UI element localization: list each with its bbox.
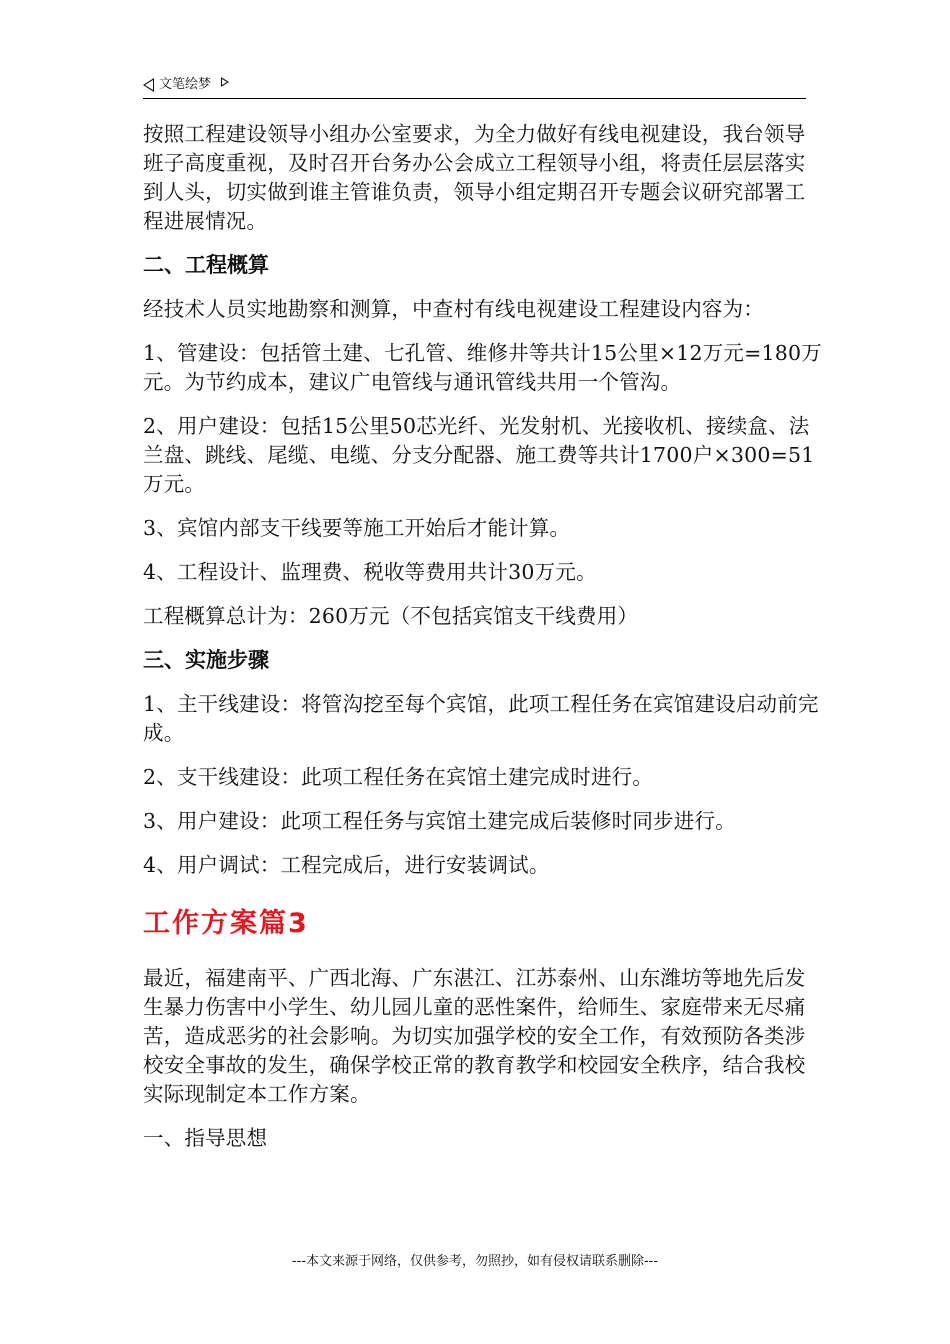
triangle-left-icon bbox=[143, 78, 154, 92]
triangle-right-icon bbox=[221, 77, 229, 87]
section-heading: 一、指导思想 bbox=[143, 1126, 268, 1150]
document-title: 工作方案篇3 bbox=[143, 908, 309, 939]
paragraph: 最近，福建南平、广西北海、广东湛江、江苏泰州、山东潍坊等地先后发生暴力伤害中小学生、幼儿园儿童的恶性案件，给师生、家庭带来无尽痛苦，造成恶劣的社会影响。为切实加强学校的安全工作，有效预防各类涉校安全事故的发生，确保学校正常的教育教学和校园安全秩序，结合我校实际现制定本工作方案。 bbox=[143, 966, 806, 1106]
header-brand bbox=[143, 76, 229, 94]
list-item: 4、工程设计、监理费、税收等费用共计30万元。 bbox=[143, 560, 597, 584]
list-item: 2、支干线建设：此项工程任务在宾馆土建完成时进行。 bbox=[143, 765, 654, 789]
paragraph: 经技术人员实地勘察和测算，中查村有线电视建设工程建设内容为： bbox=[143, 297, 764, 321]
header-brand-text: 文笔绘梦 bbox=[159, 77, 212, 92]
list-item: 4、用户调试：工程完成后，进行安装调试。 bbox=[143, 853, 550, 877]
list-item: 3、用户建设：此项工程任务与宾馆土建完成后装修时同步进行。 bbox=[143, 809, 736, 833]
list-item: 2、用户建设：包括15公里50芯光纤、光发射机、光接收机、接续盒、法兰盘、跳线、尾缆、电缆、分支分配器、施工费等共计1700户×300=51万元。 bbox=[143, 414, 815, 496]
list-item: 3、宾馆内部支干线要等施工开始后才能计算。 bbox=[143, 516, 571, 540]
page-header bbox=[143, 76, 806, 99]
paragraph: 工程概算总计为：260万元（不包括宾馆支干线费用） bbox=[143, 604, 639, 628]
section-heading: 三、实施步骤 bbox=[143, 648, 269, 672]
paragraph: 按照工程建设领导小组办公室要求，为全力做好有线电视建设，我台领导班子高度重视，及时召开台务办公会成立工程领导小组，将责任层层落实到人头，切实做到谁主管谁负责，领导小组定期召开专题会议研究部署工程进展情况。 bbox=[143, 122, 806, 233]
document-body bbox=[143, 120, 823, 1168]
page-footer: ---本文来源于网络，仅供参考，勿照抄，如有侵权请联系删除--- bbox=[291, 1254, 659, 1269]
list-item: 1、管建设：包括管土建、七孔管、维修井等共计15公里×12万元=180万元。为节约成本，建议广电管线与通讯管线共用一个管沟。 bbox=[143, 341, 822, 394]
list-item: 1、主干线建设：将管沟挖至每个宾馆，此项工程任务在宾馆建设启动前完成。 bbox=[143, 692, 819, 745]
section-heading: 二、工程概算 bbox=[143, 253, 269, 277]
